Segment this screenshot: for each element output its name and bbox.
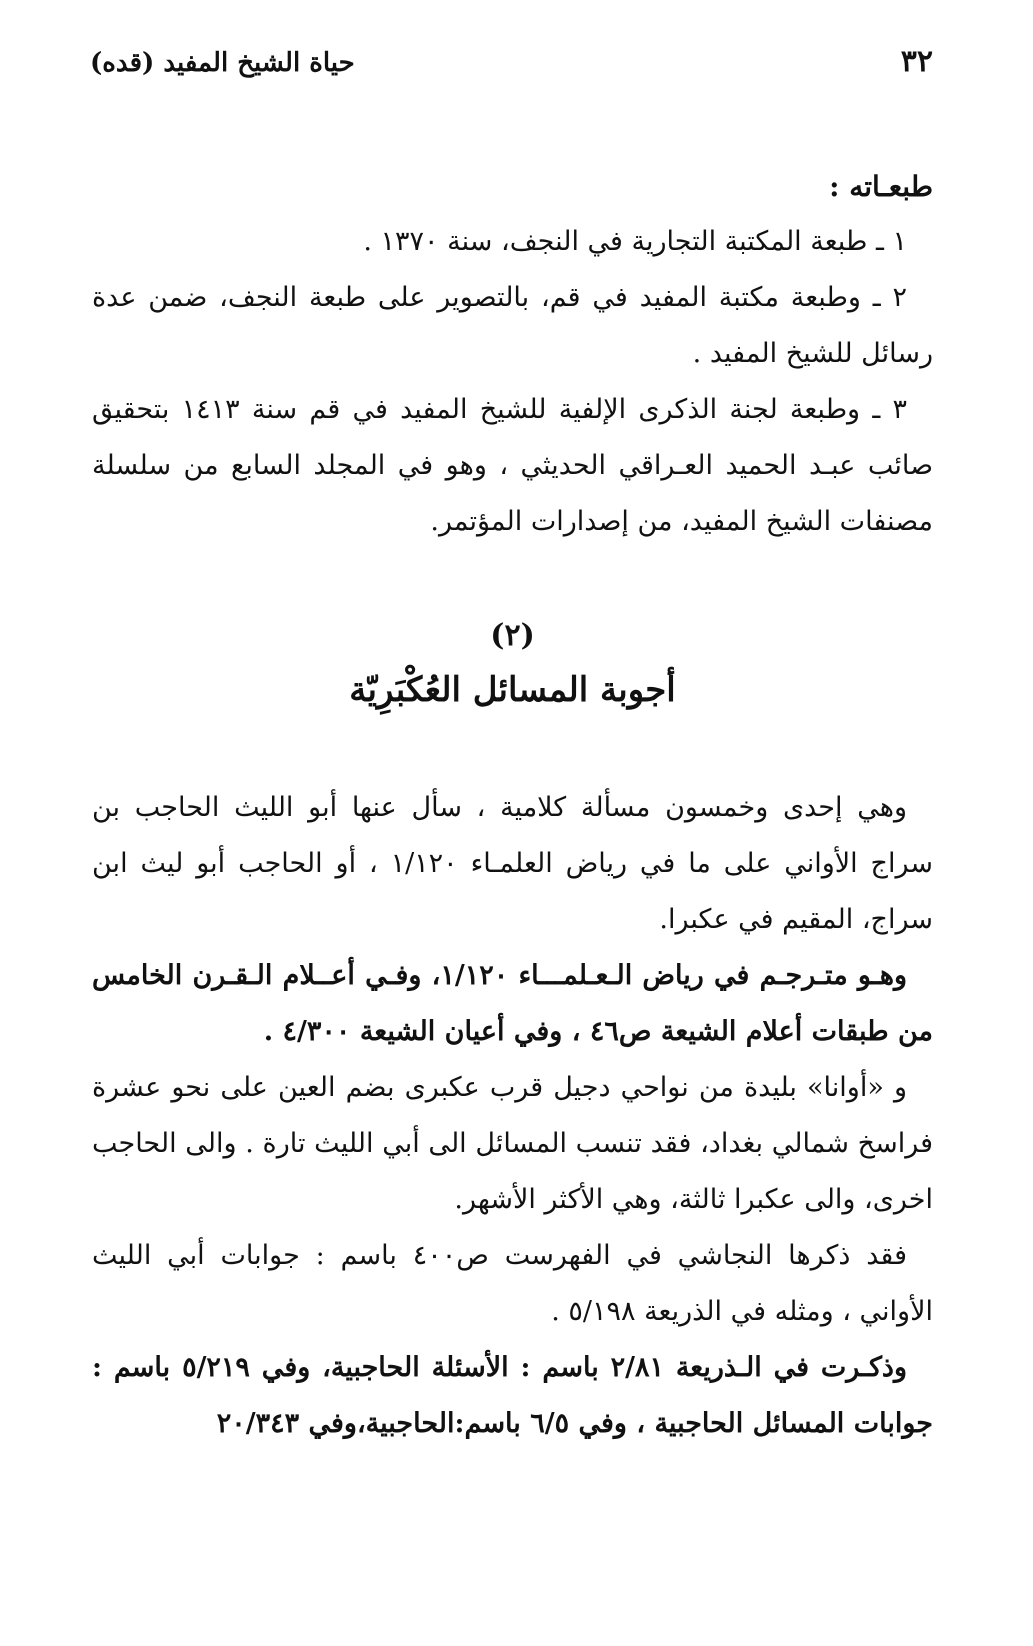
body-paragraph: و «أوانا» بليدة من نواحي دجيل قرب عكبرى بضم العين على نحو عشرة فراسخ شمالي بغداد، فقد تنسب المسائل الى أبي الليث تارة . والى الحاجب اخرى، والى عكبرا ثالثة، وهي الأكثر الأشهر.: [92, 1072, 933, 1215]
page-number: ٣٢: [900, 44, 933, 79]
section-heading: [92, 610, 933, 718]
page-body: [92, 160, 933, 1452]
body-paragraph: فقد ذكرها النجاشي في الفهرست ص٤٠٠ باسم : جوابات أبي الليث الأواني ، ومثله في الذريعة ٥/١٩٨ .: [92, 1240, 933, 1327]
edition-item: ١ ـ طبعة المكتبة التجارية في النجف، سنة ١٣٧٠ .: [363, 226, 907, 257]
body-paragraph: وهي إحدى وخمسون مسألة كلامية ، سأل عنها أبو الليث الحاجب بن سراج الأواني على ما في رياض العلمـاء ١/١٢٠ ، أو الحاجب أبو ليث ابن سراج، المقيم في عكبرا.: [92, 792, 933, 935]
editions-label: طبعـاته :: [829, 170, 933, 203]
edition-item: ٣ ـ وطبعة لجنة الذكرى الإلفية للشيخ المفيد في قم سنة ١٤١٣ بتحقيق صائب عبـد الحميد العـراقي الحديثي ، وهو في المجلد السابع من سلسلة مصنفات الشيخ المفيد، من إصدارات المؤتمر.: [92, 394, 933, 537]
body-paragraph: وذكـرت في الـذريعة ٢/٨١ باسم : الأسئلة الحاجبية، وفي ٥/٢١٩ باسم : جوابات المسائل الحاجبية ، وفي ٦/٥ باسم:الحاجبية،وفي ٢٠/٣٤٣: [92, 1352, 933, 1439]
running-title: حياة الشيخ المفيد (قده): [90, 48, 355, 78]
edition-item: ٢ ـ وطبعة مكتبة المفيد في قم، بالتصوير على طبعة النجف، ضمن عدة رسائل للشيخ المفيد .: [92, 282, 933, 369]
section-title: أجوبة المسائل العُكْبَرِيّة: [349, 670, 676, 710]
section-number: (٢): [490, 618, 535, 653]
page-header: [90, 44, 933, 88]
body-paragraph: وهـو متـرجـم في رياض الـعـلمـــاء ١/١٢٠، وفـي أعــلام الـقـرن الخامس من طبقات أعلام الشيعة ص٤٦ ، وفي أعيان الشيعة ٤/٣٠٠ .: [92, 960, 933, 1047]
